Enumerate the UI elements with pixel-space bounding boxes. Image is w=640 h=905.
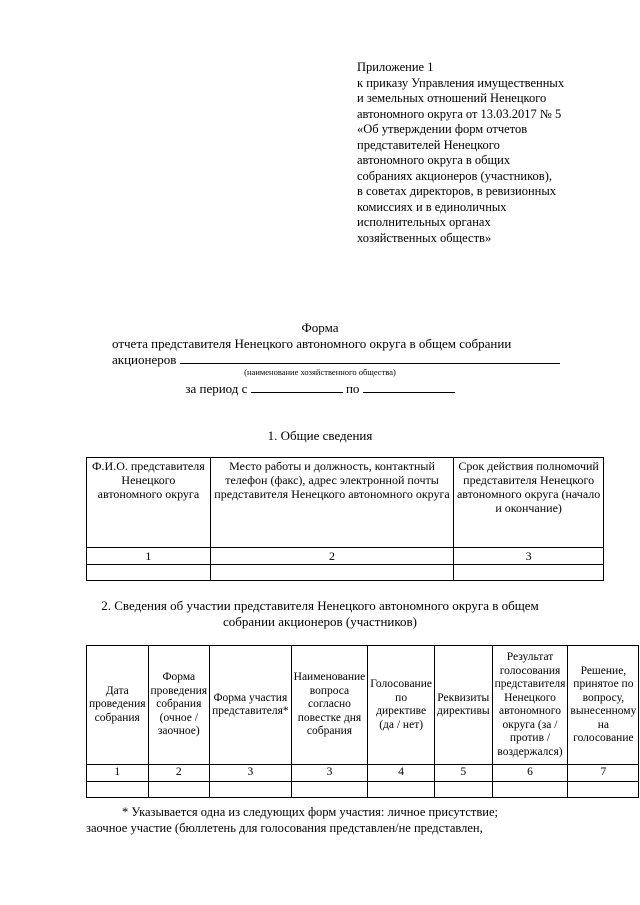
appendix-line: собраниях акционеров (участников), (357, 168, 552, 183)
footnote-line1: * Указывается одна из следующих форм участия: личное присутствие; (122, 805, 498, 819)
col-number: 2 (148, 765, 210, 782)
company-name-note: (наименование хозяйственного общества) (244, 367, 396, 377)
col-header-meeting-form: Форма проведения собрания (очное / заочное) (148, 646, 210, 765)
appendix-line: в советах директоров, в ревизионных (357, 184, 557, 198)
period-to-blank[interactable] (363, 381, 455, 393)
report-period (0, 381, 640, 397)
table-cell[interactable] (210, 565, 453, 581)
col-number: 1 (87, 765, 149, 782)
footnote-line2: заочное участие (бюллетень для голосования представлен/не представлен, (86, 821, 483, 835)
col-header-decision: Решение, принятое по вопросу, вынесенному на голосование (568, 646, 639, 765)
section2-title-line2: собрании акционеров (участников) (222, 614, 418, 629)
table-cell[interactable] (568, 782, 639, 798)
col-header-workplace: Место работы и должность, контактный телефон (факс), адрес электронной почты представителя Ненецкого автономного округа (210, 458, 453, 548)
col-header-participation-form: Форма участия представителя* (210, 646, 292, 765)
company-name-blank[interactable] (180, 352, 560, 364)
table-cell[interactable] (434, 782, 492, 798)
table-cell[interactable] (492, 782, 568, 798)
table-cell[interactable] (291, 782, 368, 798)
col-header-term: Срок действия полномочий представителя Ненецкого автономного округа (начало и окончание) (454, 458, 604, 548)
col-number: 2 (210, 548, 453, 565)
table-cell[interactable] (87, 565, 211, 581)
col-number: 7 (568, 765, 639, 782)
report-title-line1: отчета представителя Ненецкого автономного округа в общем собрании (112, 336, 512, 351)
period-from-label: за период с (185, 381, 248, 396)
appendix-line: автономного округа в общих (357, 153, 511, 167)
table-header-row (87, 646, 639, 765)
period-from-blank[interactable] (251, 381, 343, 393)
appendix-line: хозяйственных обществ» (357, 230, 492, 245)
col-header-question: Наименование вопроса согласно повестке дня собрания (291, 646, 368, 765)
table-cell[interactable] (148, 782, 210, 798)
col-number: 1 (87, 548, 211, 565)
section2-title-line1: 2. Сведения об участии представителя Ненецкого автономного округа в общем (101, 598, 539, 613)
participation-table (86, 645, 639, 798)
appendix-line: Приложение 1 (357, 60, 434, 74)
col-header-directive-details: Реквизиты директивы (434, 646, 492, 765)
col-number: 3 (210, 765, 292, 782)
report-title-line2 (112, 352, 560, 368)
table-cell[interactable] (454, 565, 604, 581)
col-header-fio: Ф.И.О. представителя Ненецкого автономного округа (87, 458, 211, 548)
appendix-line: представителей Ненецкого (357, 137, 500, 152)
table-cell[interactable] (87, 782, 149, 798)
appendix-block (357, 60, 607, 246)
appendix-line: комиссиях и в единоличных (357, 199, 507, 214)
form-title: Форма (301, 320, 339, 335)
table-number-row (87, 765, 639, 782)
col-number: 3 (454, 548, 604, 565)
appendix-line: «Об утверждении форм отчетов (357, 122, 528, 136)
appendix-line: к приказу Управления имущественных (357, 75, 565, 90)
col-number: 3 (291, 765, 368, 782)
col-number: 5 (434, 765, 492, 782)
period-to-label: по (345, 381, 360, 396)
general-info-table (86, 457, 604, 581)
table-row (87, 565, 604, 581)
appendix-line: и земельных отношений Ненецкого (357, 91, 547, 105)
table-row (87, 782, 639, 798)
table-number-row (87, 548, 604, 565)
table-cell[interactable] (368, 782, 435, 798)
appendix-line: автономного округа от 13.03.2017 № 5 (357, 106, 562, 121)
col-number: 6 (492, 765, 568, 782)
col-header-directive-vote: Голосование по директиве (да / нет) (368, 646, 435, 765)
col-header-date: Дата проведения собрания (87, 646, 149, 765)
shareholders-label: акционеров (112, 352, 177, 367)
section1-title: 1. Общие сведения (267, 428, 373, 443)
table-header-row (87, 458, 604, 548)
col-header-vote-result: Результат голосования представителя Ненецкого автономного округа (за / против / воздержался) (492, 646, 568, 765)
col-number: 4 (368, 765, 435, 782)
appendix-line: исполнительных органах (357, 215, 491, 229)
table-cell[interactable] (210, 782, 292, 798)
